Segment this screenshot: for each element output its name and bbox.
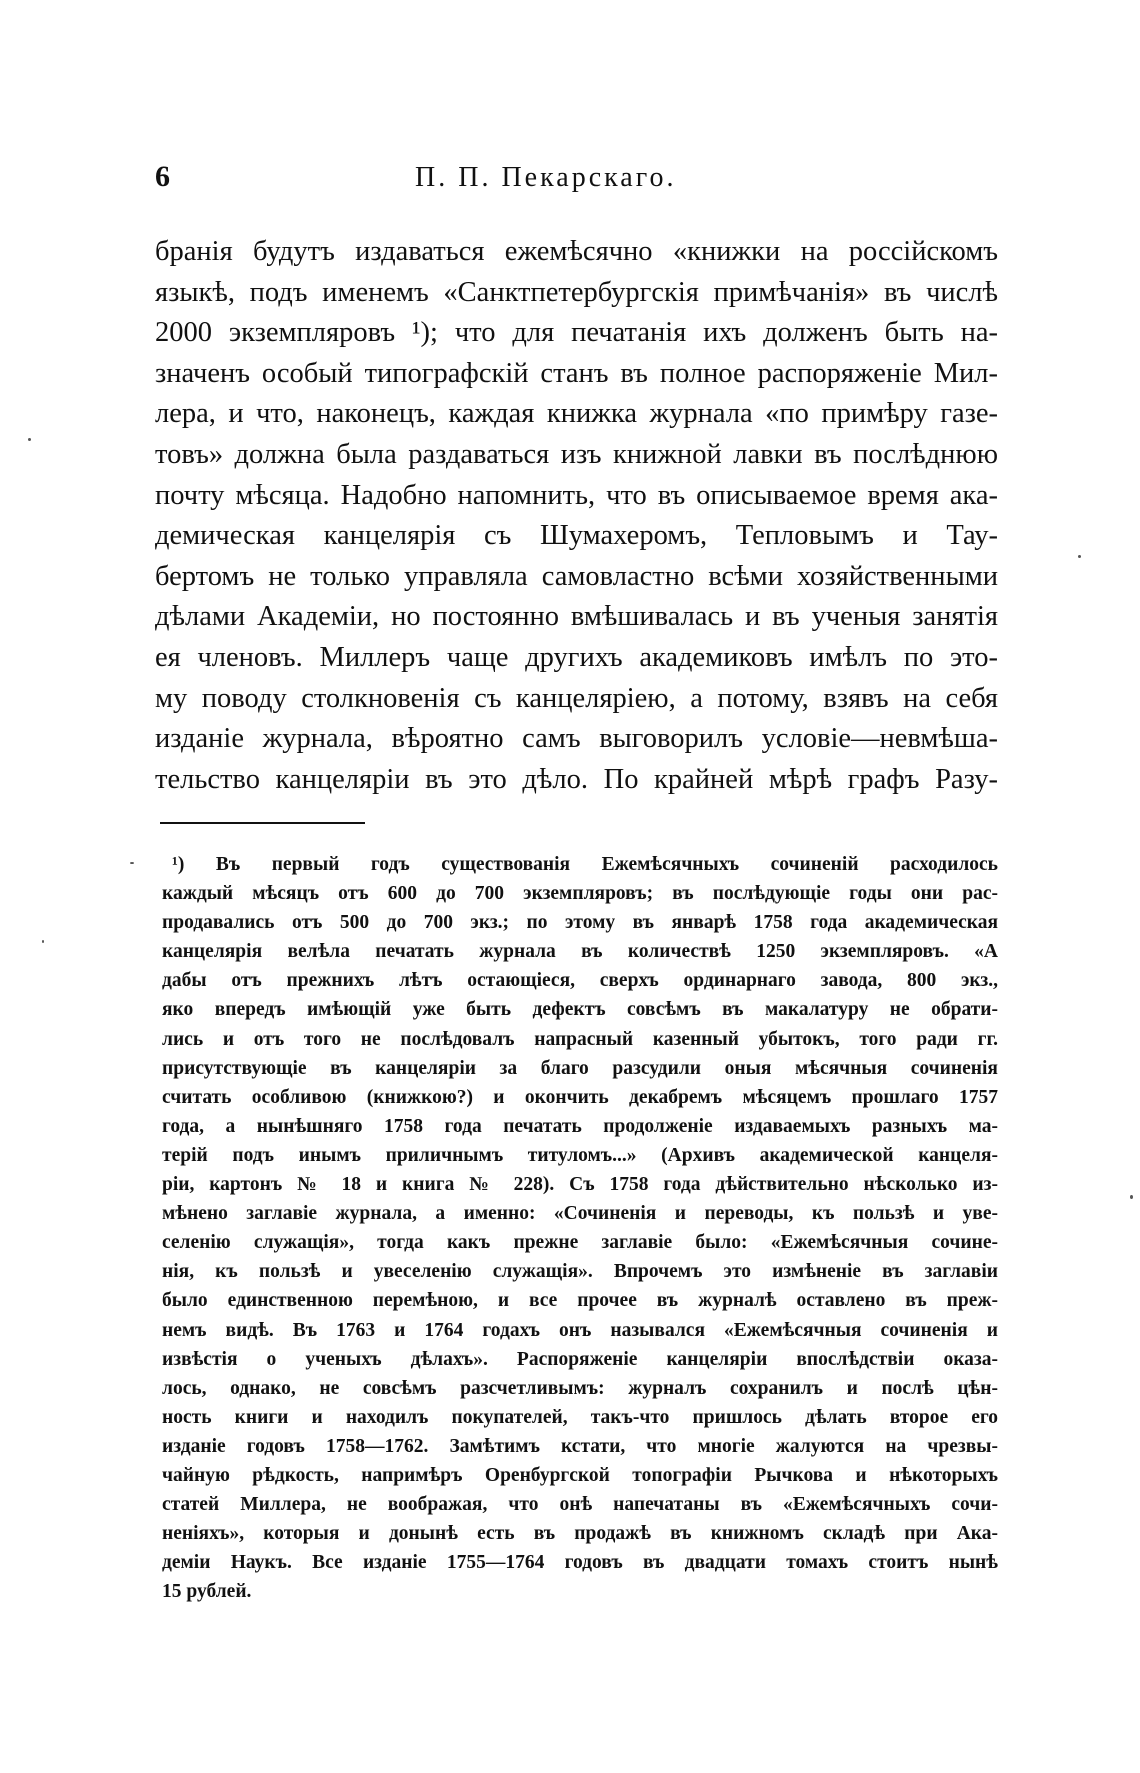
footnote-line: извѣстія о ученыхъ дѣлахъ». Распоряженіе канцеляріи впослѣдствіи оказа- [162,1348,998,1370]
footnote-line: канцелярія велѣла печатать журнала въ количествѣ 1250 экземпляровъ. «А [162,941,998,963]
footnote-separator-rule [160,822,365,824]
footnote-block [162,850,998,1606]
footnote-line: ¹) Въ первый годъ существованія Ежемѣсячныхъ сочиненій расходилось [172,854,998,875]
main-text-line: ея членовъ. Миллеръ чаще другихъ академиковъ имѣлъ по это- [155,641,998,673]
footnote-line: яко впередъ имѣющій уже быть дефектъ совсѣмъ въ макалатуру не обрати- [162,999,998,1021]
scan-speck [42,940,44,943]
footnote-line: немъ видѣ. Въ 1763 и 1764 годахъ онъ назывался «Ежемѣсячныя сочиненія и [162,1319,998,1341]
footnote-line: года, а нынѣшняго 1758 года печатать продолженіе издаваемыхъ разныхъ ма- [162,1115,998,1137]
footnote-line: продавались отъ 500 до 700 экз.; по этому въ январѣ 1758 года академическая [162,912,998,934]
footnote-line: чайную рѣдкость, напримѣръ Оренбургской топографіи Рычкова и нѣкоторыхъ [162,1464,998,1486]
main-text-line: му поводу столкновенія съ канцеляріею, а потому, взявъ на себя [155,682,998,714]
footnote-line: лись и отъ того не послѣдовалъ напрасный казенный убытокъ, того ради гг. [162,1028,998,1050]
footnote-line: 15 рублей. [162,1581,252,1603]
main-text-line: тельство канцеляріи въ это дѣло. По крайней мѣрѣ графъ Разу- [155,763,998,795]
main-text-line: демическая канцелярія съ Шумахеромъ, Тепловымъ и Тау- [155,520,998,552]
main-text-line: почту мѣсяца. Надобно напомнить, что въ описываемое время ака- [155,479,998,511]
footnote-line: терій подъ инымъ приличнымъ титуломъ...» (Архивъ академической канцеля- [162,1144,998,1166]
footnote-line: нія, къ пользѣ и увеселенію служащія». Впрочемъ это измѣненіе въ заглавіи [162,1261,998,1283]
footnote-line: неніяхъ», которыя и донынѣ есть въ продажѣ въ книжномъ складѣ при Ака- [162,1523,998,1545]
page-number: 6 [155,160,170,193]
footnote-line: мѣнено заглавіе журнала, а именно: «Сочиненія и переводы, къ пользѣ и уве- [162,1203,998,1225]
footnote-line: присутствующіе въ канцеляріи за благо разсудили оныя мѣсячныя сочиненія [162,1057,998,1079]
footnote-line: деміи Наукъ. Все изданіе 1755—1764 годовъ въ двадцати томахъ стоитъ нынѣ [162,1552,998,1574]
scan-speck [1078,555,1081,558]
main-text-line: изданіе журнала, вѣроятно самъ выговорилъ условіе—невмѣша- [155,723,998,755]
footnote-line: каждый мѣсяцъ отъ 600 до 700 экземпляровъ; въ послѣдующіе годы они рас- [162,883,998,905]
footnote-line: было единственною перемѣною, и все прочее въ журналѣ оставлено въ преж- [162,1290,998,1312]
scan-speck [1130,1195,1133,1199]
scan-speck [28,438,31,441]
main-text-block [155,232,998,800]
footnote-line: изданіе годовъ 1758—1762. Замѣтимъ кстати, что многіе жалуются на чрезвы- [162,1435,998,1457]
footnote-line: ность книги и находилъ покупателей, такъ-что пришлось дѣлать второе его [162,1406,998,1428]
footnote-line: считать особливою (книжкою?) и окончить декабремъ мѣсяцемъ прошлаго 1757 [162,1086,998,1108]
main-text-line: значенъ особый типографскій станъ въ полное распоряженіе Мил- [155,357,998,389]
main-text-line: товъ» должна была раздаваться изъ книжной лавки въ послѣднюю [155,438,998,470]
footnote-line: ріи, картонъ № 18 и книга № 228). Съ 1758 года дѣйствительно нѣсколько из- [162,1174,998,1196]
scan-speck [130,862,134,864]
page-header [155,160,995,200]
main-text-line: бранія будутъ издаваться ежемѣсячно «книжки на россійскомъ [155,236,998,267]
main-text-line: бертомъ не только управляла самовластно всѣми хозяйственными [155,560,998,592]
main-text-line: лера, и что, наконецъ, каждая книжка журнала «по примѣру газе- [155,398,998,430]
footnote-line: дабы отъ прежнихъ лѣтъ остающіеся, сверхъ ординарнаго завода, 800 экз., [162,970,998,992]
footnote-line: лось, однако, не совсѣмъ разсчетливымъ: журналъ сохранилъ и послѣ цѣн- [162,1377,998,1399]
running-head: П. П. Пекарскаго. [415,162,677,193]
main-text-line: языкѣ, подъ именемъ «Санктпетербургскія примѣчанія» въ числѣ [155,276,998,308]
main-text-line: 2000 экземпляровъ ¹); что для печатанія ихъ долженъ быть на- [155,317,998,349]
footnote-line: селенію служащія», тогда какъ прежне заглавіе было: «Ежемѣсячныя сочине- [162,1232,998,1254]
main-text-line: дѣлами Академіи, но постоянно вмѣшивалась и въ ученыя занятія [155,601,998,633]
footnote-line: статей Миллера, не воображая, что онѣ напечатаны въ «Ежемѣсячныхъ сочи- [162,1494,998,1516]
